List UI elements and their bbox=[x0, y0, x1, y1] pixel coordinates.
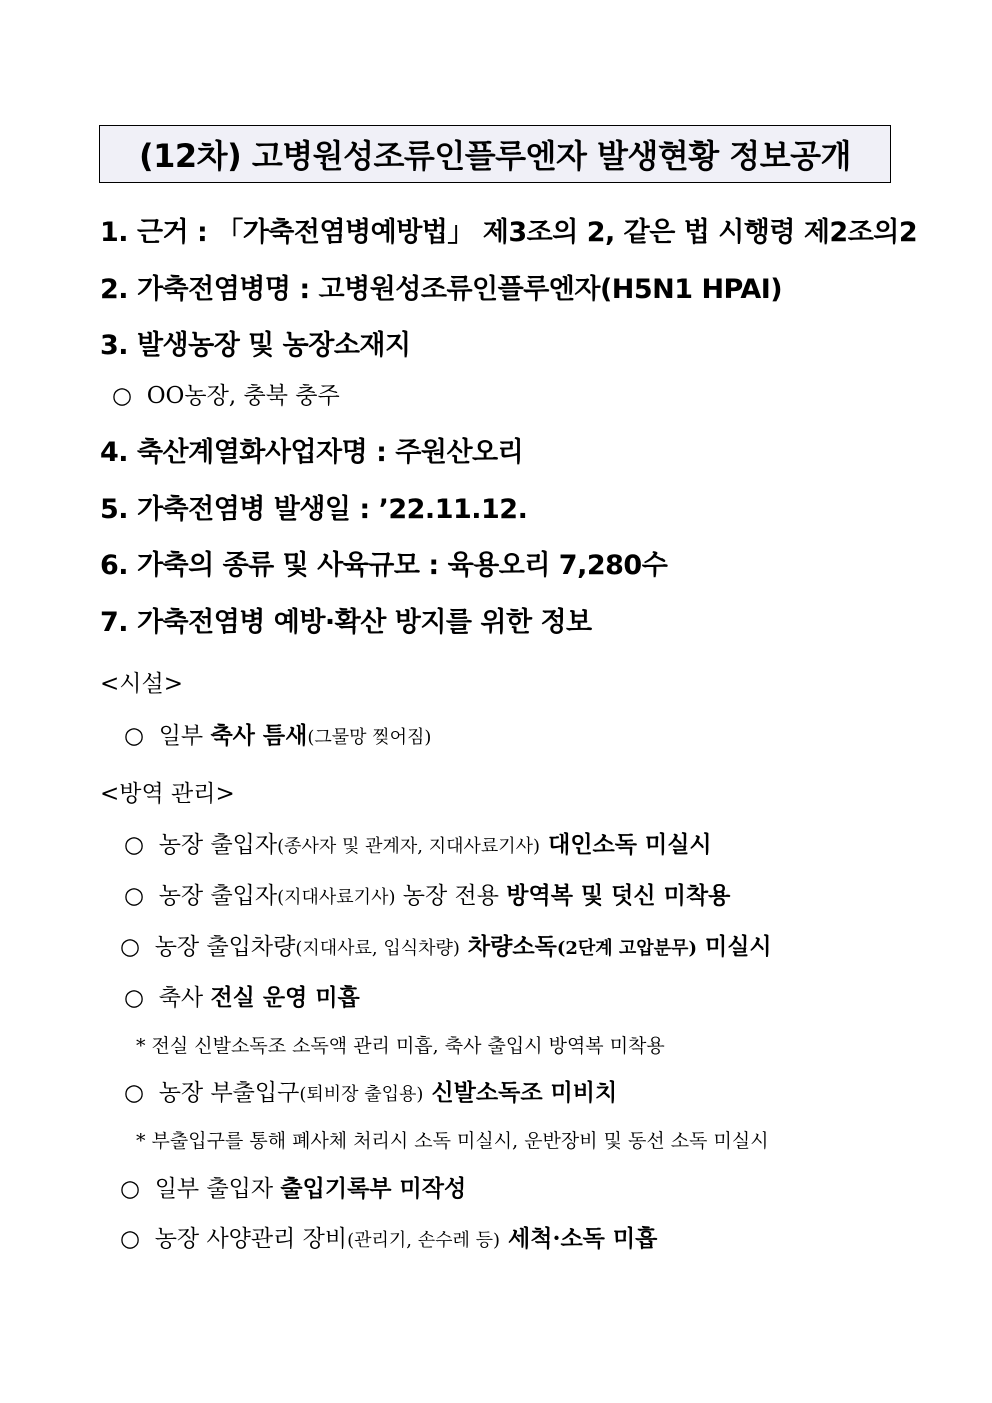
item-3: 3. 발생농장 및 농장소재지 bbox=[100, 330, 411, 361]
item-2: 2. 가축전염병명 : 고병원성조류인플루엔자(H5N1 HPAI) bbox=[100, 274, 783, 305]
quarantine-line-5: ○ 농장 부출입구(퇴비장 출입용) 신발소독조 미비치 bbox=[124, 1079, 618, 1106]
item-5: 5. 가축전염병 발생일 : ’22.11.12. bbox=[100, 494, 528, 525]
facility-line: ○ 일부 축사 틈새(그물망 찢어짐) bbox=[124, 722, 432, 749]
item-4: 4. 축산계열화사업자명 : 주원산오리 bbox=[100, 437, 524, 468]
page-title: (12차) 고병원성조류인플루엔자 발생현황 정보공개 bbox=[99, 125, 891, 183]
quarantine-line-4: ○ 축사 전실 운영 미흡 bbox=[124, 984, 360, 1011]
bullet: ○ bbox=[112, 383, 133, 409]
item-7: 7. 가축전염병 예방·확산 방지를 위한 정보 bbox=[100, 607, 592, 638]
quarantine-line-3: ○ 농장 출입차량(지대사료, 입식차량) 차량소독(2단계 고압분무) 미실시 bbox=[120, 933, 772, 960]
item-6: 6. 가축의 종류 및 사육규모 : 육용오리 7,280수 bbox=[100, 550, 668, 581]
section-quarantine: <방역 관리> bbox=[100, 781, 235, 807]
quarantine-note-1: * 전실 신발소독조 소독액 관리 미흡, 축사 출입시 방역복 미착용 bbox=[136, 1035, 665, 1057]
quarantine-line-6: ○ 일부 출입자 출입기록부 미작성 bbox=[120, 1175, 467, 1202]
item-1: 1. 근거 : 「가축전염병예방법」 제3조의 2, 같은 법 시행령 제2조의2 bbox=[100, 217, 918, 248]
quarantine-line-7: ○ 농장 사양관리 장비(관리기, 손수레 등) 세척·소독 미흡 bbox=[120, 1225, 658, 1252]
section-facility: <시설> bbox=[100, 671, 183, 697]
quarantine-line-2: ○ 농장 출입자(지대사료기사) 농장 전용 방역복 및 덧신 미착용 bbox=[124, 882, 731, 909]
quarantine-note-2: * 부출입구를 통해 폐사체 처리시 소독 미실시, 운반장비 및 동선 소독 미실시 bbox=[136, 1130, 769, 1152]
quarantine-line-1: ○ 농장 출입자(종사자 및 관계자, 지대사료기사) 대인소독 미실시 bbox=[124, 831, 712, 858]
farm-location: ○ OO농장, 충북 충주 bbox=[112, 383, 340, 409]
